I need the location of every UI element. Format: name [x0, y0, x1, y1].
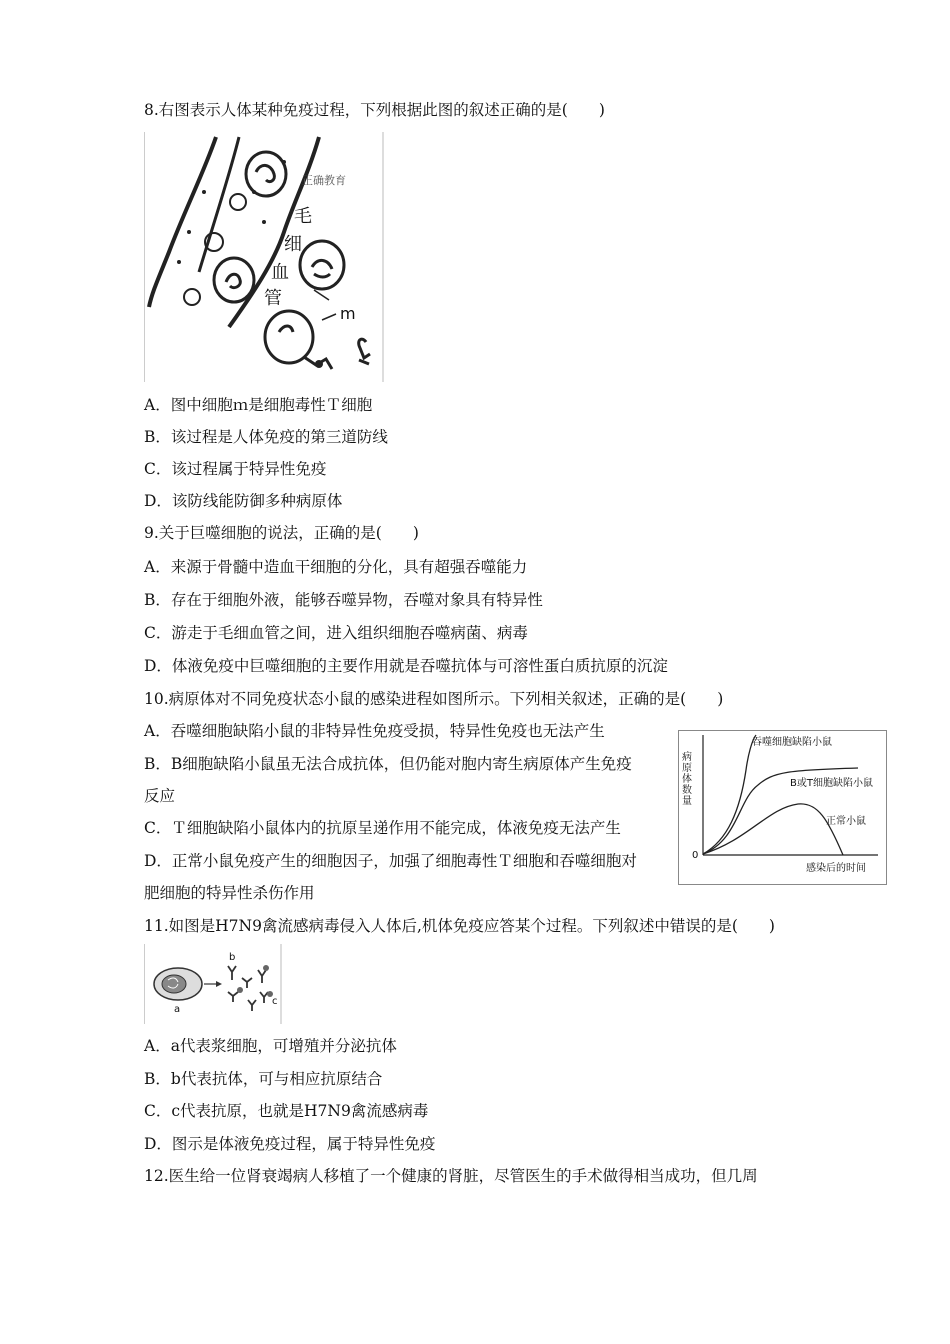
q10-chart — [678, 730, 888, 885]
q8-stem: 8.右图表示人体某种免疫过程，下列根据此图的叙述正确的是( ) — [144, 101, 605, 119]
q10-option-b: B．B细胞缺陷小鼠虽无法合成抗体，但仍能对胞内寄生病原体产生免疫 — [144, 755, 632, 773]
series-label-bt-deficient: B或T细胞缺陷小鼠 — [790, 778, 873, 789]
q9-option-d: D．体液免疫中巨噬细胞的主要作用就是吞噬抗体与可溶性蛋白质抗原的沉淀 — [144, 657, 668, 675]
q10-option-b-cont: 反应 — [144, 787, 176, 805]
q10-option-a: A．吞噬细胞缺陷小鼠的非特异性免疫受损，特异性免疫也无法产生 — [144, 722, 605, 740]
q10-option-d-cont: 肥细胞的特异性杀伤作用 — [144, 884, 315, 902]
vessel-label-4: 管 — [264, 288, 282, 309]
q9-option-a: A．来源于骨髓中造血干细胞的分化，具有超强吞噬能力 — [144, 558, 528, 576]
cell-m-label: m — [340, 304, 356, 323]
vessel-label-1: 毛 — [294, 206, 312, 227]
q12-stem: 12.医生给一位肾衰竭病人移植了一个健康的肾脏，尽管医生的手术做得相当成功，但几周 — [144, 1167, 758, 1185]
q11-figure — [144, 944, 282, 1024]
q11-stem: 11.如图是H7N9禽流感病毒侵入人体后,机体免疫应答某个过程。下列叙述中错误的是( ) — [144, 917, 775, 935]
q8-figure-capillary — [144, 132, 384, 382]
series-line-normal — [703, 804, 843, 855]
q8-option-b: B．该过程是人体免疫的第三道防线 — [144, 428, 388, 446]
q11-option-c: C．c代表抗原，也就是H7N9禽流感病毒 — [144, 1102, 429, 1120]
q10-stem: 10.病原体对不同免疫状态小鼠的感染进程如图所示。下列相关叙述，正确的是( ) — [144, 690, 724, 708]
q11-option-d: D．图示是体液免疫过程，属于特异性免疫 — [144, 1135, 436, 1153]
watermark-label: 正确教育 — [302, 174, 346, 187]
vessel-label-3: 血 — [271, 262, 289, 283]
x-axis-label: 感染后的时间 — [806, 863, 866, 874]
series-label-phagocyte-deficient: 吞噬细胞缺陷小鼠 — [752, 737, 832, 748]
q8-option-c: C．该过程属于特异性免疫 — [144, 460, 327, 478]
q9-option-b: B．存在于细胞外液，能够吞噬异物，吞噬对象具有特异性 — [144, 591, 543, 609]
vessel-label-2: 细 — [284, 234, 302, 255]
series-label-normal: 正常小鼠 — [826, 816, 866, 827]
series-line-phagocyte-deficient — [703, 735, 756, 854]
q11-option-a: A．a代表浆细胞，可增殖并分泌抗体 — [144, 1037, 397, 1055]
label-b: b — [229, 952, 236, 963]
q10-option-c: C．Ｔ细胞缺陷小鼠体内的抗原呈递作用不能完成，体液免疫无法产生 — [144, 819, 621, 837]
label-c: c — [272, 996, 278, 1007]
q9-stem: 9.关于巨噬细胞的说法，正确的是( ) — [144, 524, 419, 542]
q11-option-b: B．b代表抗体，可与相应抗原结合 — [144, 1070, 383, 1088]
q8-option-d: D．该防线能防御多种病原体 — [144, 492, 343, 510]
y-axis-label: 病原体数量 — [682, 752, 692, 807]
q10-option-d: D．正常小鼠免疫产生的细胞因子，加强了细胞毒性Ｔ细胞和吞噬细胞对 — [144, 852, 637, 870]
q8-option-a: A．图中细胞ｍ是细胞毒性Ｔ细胞 — [144, 396, 373, 414]
q9-option-c: C．游走于毛细血管之间，进入组织细胞吞噬病菌、病毒 — [144, 624, 528, 642]
label-a: a — [174, 1004, 181, 1015]
origin-label: 0 — [692, 850, 699, 861]
